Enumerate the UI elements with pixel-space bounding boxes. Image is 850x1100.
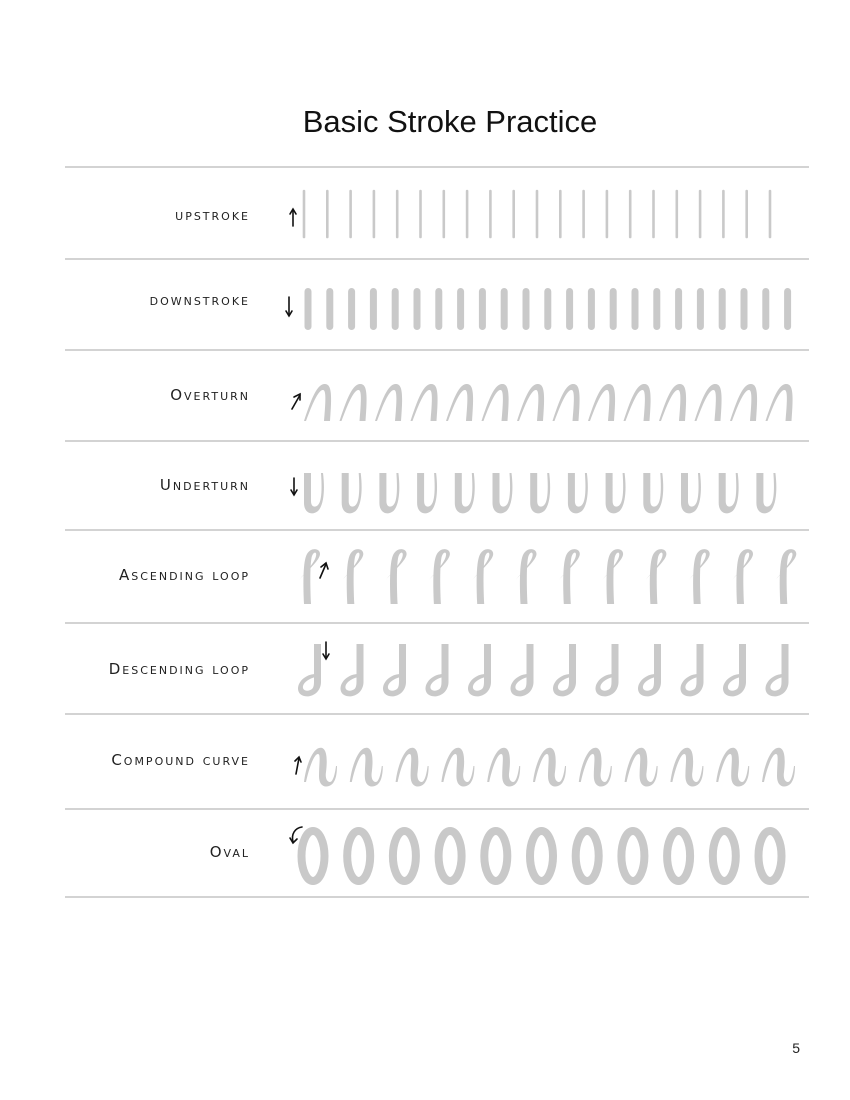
underturn-guide bbox=[304, 473, 324, 513]
ascending-loop-guide bbox=[689, 549, 710, 604]
descending-loop-guide bbox=[596, 644, 619, 696]
overturn-guide bbox=[553, 384, 580, 421]
downstroke-guide bbox=[741, 288, 748, 330]
underturn-guide bbox=[606, 473, 626, 513]
descending-loop-guide bbox=[298, 644, 321, 696]
downstroke-guide bbox=[784, 288, 791, 330]
descending-loop-practice-row bbox=[282, 630, 810, 705]
downstroke-guide bbox=[719, 288, 726, 330]
downstroke-guide bbox=[588, 288, 595, 330]
down-arrow-icon bbox=[323, 642, 329, 659]
downstroke-guide bbox=[653, 288, 660, 330]
overturn-guide bbox=[340, 384, 367, 421]
descending-loop-guide bbox=[511, 644, 534, 696]
underturn-guide bbox=[681, 473, 701, 513]
overturn-guide bbox=[659, 384, 686, 421]
compound-curve-guide bbox=[487, 748, 520, 787]
compound-curve-guide bbox=[304, 748, 337, 787]
overturn-guide bbox=[588, 384, 615, 421]
row-divider bbox=[65, 440, 809, 442]
oval-guide bbox=[484, 831, 507, 881]
underturn-guide bbox=[643, 473, 663, 513]
underturn-practice-row bbox=[282, 455, 810, 530]
overturn-guide bbox=[766, 384, 793, 421]
overturn-practice-row bbox=[282, 365, 810, 440]
descending-loop-guide bbox=[766, 644, 789, 696]
ascending-loop-guide bbox=[645, 549, 666, 604]
overturn-guide bbox=[482, 384, 509, 421]
up-arrow-icon bbox=[290, 209, 296, 226]
row-divider bbox=[65, 349, 809, 351]
up-arrow-icon bbox=[295, 757, 301, 774]
row-divider bbox=[65, 808, 809, 810]
upstroke-practice-row bbox=[282, 180, 810, 250]
row-divider bbox=[65, 258, 809, 260]
downstroke-guide bbox=[675, 288, 682, 330]
overturn-guide bbox=[624, 384, 651, 421]
downstroke-guide bbox=[610, 288, 617, 330]
ascending-loop-guide bbox=[342, 549, 363, 604]
ascending-loop-guide bbox=[602, 549, 623, 604]
overturn-guide bbox=[695, 384, 722, 421]
descending-loop-guide bbox=[681, 644, 704, 696]
descending-loop-guide bbox=[638, 644, 661, 696]
compound-curve-guide bbox=[625, 748, 658, 787]
downstroke-guide bbox=[392, 288, 399, 330]
compound-curve-guide bbox=[579, 748, 612, 787]
compound-curve-guide bbox=[441, 748, 474, 787]
up-right-arrow-icon bbox=[292, 394, 300, 409]
downstroke-guide bbox=[305, 288, 312, 330]
underturn-guide bbox=[719, 473, 739, 513]
oval-guide bbox=[347, 831, 370, 881]
row-divider bbox=[65, 622, 809, 624]
oval-practice-row bbox=[282, 820, 810, 890]
underturn-guide bbox=[756, 473, 776, 513]
row-divider bbox=[65, 166, 809, 168]
row-label-compound-curve: Compound curve bbox=[111, 751, 250, 769]
row-label-downstroke: downstroke bbox=[149, 291, 250, 309]
underturn-guide bbox=[530, 473, 550, 513]
row-label-underturn: Underturn bbox=[159, 476, 250, 494]
downstroke-guide bbox=[544, 288, 551, 330]
row-label-upstroke: upstroke bbox=[175, 206, 250, 224]
descending-loop-guide bbox=[383, 644, 406, 696]
oval-guide bbox=[530, 831, 553, 881]
descending-loop-guide bbox=[723, 644, 746, 696]
row-label-overturn: Overturn bbox=[170, 386, 250, 404]
ascending-loop-guide bbox=[775, 549, 796, 604]
underturn-guide bbox=[342, 473, 362, 513]
row-label-descending-loop: Descending loop bbox=[108, 660, 250, 678]
overturn-guide bbox=[446, 384, 473, 421]
descending-loop-guide bbox=[341, 644, 364, 696]
oval-guide bbox=[439, 831, 462, 881]
ascending-loop-guide bbox=[386, 549, 407, 604]
compound-curve-practice-row bbox=[282, 730, 810, 800]
downstroke-guide bbox=[501, 288, 508, 330]
downstroke-guide bbox=[632, 288, 639, 330]
oval-guide bbox=[667, 831, 690, 881]
row-label-oval: Oval bbox=[209, 843, 250, 861]
downstroke-guide bbox=[457, 288, 464, 330]
compound-curve-guide bbox=[533, 748, 566, 787]
downstroke-practice-row bbox=[282, 275, 810, 345]
downstroke-guide bbox=[348, 288, 355, 330]
underturn-guide bbox=[455, 473, 475, 513]
compound-curve-guide bbox=[670, 748, 703, 787]
underturn-guide bbox=[379, 473, 399, 513]
descending-loop-guide bbox=[468, 644, 491, 696]
ascending-loop-guide bbox=[299, 549, 320, 604]
oval-guide bbox=[576, 831, 599, 881]
downstroke-guide bbox=[762, 288, 769, 330]
descending-loop-guide bbox=[553, 644, 576, 696]
ascending-loop-practice-row bbox=[282, 540, 810, 615]
row-label-ascending-loop: Ascending loop bbox=[118, 566, 250, 584]
compound-curve-guide bbox=[762, 748, 795, 787]
overturn-guide bbox=[411, 384, 438, 421]
downstroke-guide bbox=[566, 288, 573, 330]
underturn-guide bbox=[568, 473, 588, 513]
underturn-guide bbox=[417, 473, 437, 513]
down-arrow-icon bbox=[286, 297, 292, 316]
oval-guide bbox=[713, 831, 736, 881]
overturn-guide bbox=[304, 384, 331, 421]
overturn-guide bbox=[730, 384, 757, 421]
downstroke-guide bbox=[326, 288, 333, 330]
downstroke-guide bbox=[697, 288, 704, 330]
ascending-loop-guide bbox=[516, 549, 537, 604]
oval-guide bbox=[621, 831, 644, 881]
downstroke-guide bbox=[435, 288, 442, 330]
compound-curve-guide bbox=[396, 748, 429, 787]
overturn-guide bbox=[375, 384, 402, 421]
compound-curve-guide bbox=[716, 748, 749, 787]
row-divider bbox=[65, 896, 809, 898]
oval-guide bbox=[759, 831, 782, 881]
ascending-loop-guide bbox=[732, 549, 753, 604]
down-arrow-icon bbox=[291, 478, 297, 495]
underturn-guide bbox=[493, 473, 513, 513]
downstroke-guide bbox=[414, 288, 421, 330]
downstroke-guide bbox=[479, 288, 486, 330]
page-title: Basic Stroke Practice bbox=[302, 104, 598, 139]
downstroke-guide bbox=[523, 288, 530, 330]
ascending-loop-guide bbox=[472, 549, 493, 604]
page-number: 5 bbox=[792, 1040, 800, 1056]
ascending-loop-guide bbox=[559, 549, 580, 604]
oval-guide bbox=[393, 831, 416, 881]
ascending-loop-guide bbox=[429, 549, 450, 604]
overturn-guide bbox=[517, 384, 544, 421]
descending-loop-guide bbox=[426, 644, 449, 696]
row-divider bbox=[65, 713, 809, 715]
oval-guide bbox=[302, 831, 325, 881]
up-right-arrow-icon bbox=[320, 563, 328, 578]
downstroke-guide bbox=[370, 288, 377, 330]
compound-curve-guide bbox=[350, 748, 383, 787]
